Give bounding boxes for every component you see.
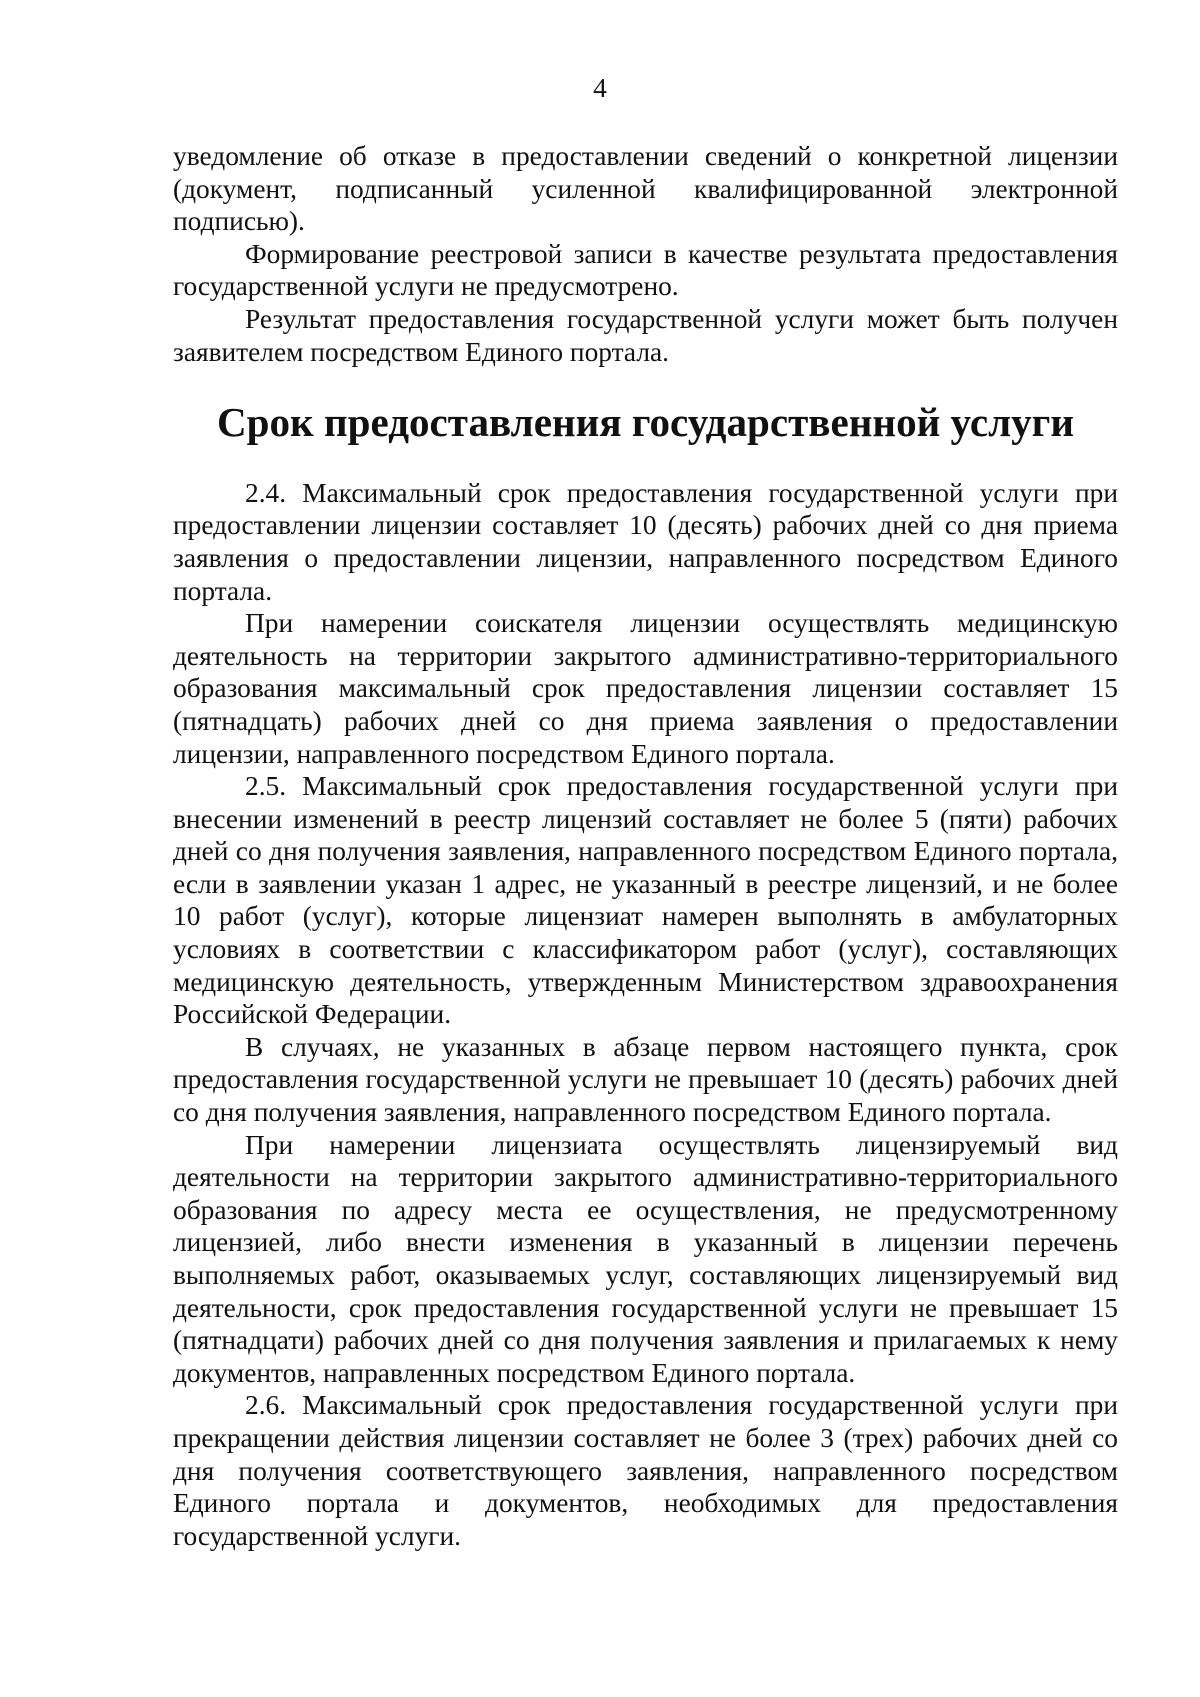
paragraph-registry-record: Формирование реестровой записи в качестве результата предоставления государственной услуги не предусмотрено. xyxy=(173,238,1118,302)
paragraph-2-4-closed-territory: При намерении соискателя лицензии осуществлять медицинскую деятельность на территории закрытого административно-территориального образования максимальный срок предоставления лицензии составляет 15 (пятнадцать) рабочих дней со дня приема заявления о предоставлении лицензии, направленного посредством Единого портала. xyxy=(173,608,1118,769)
paragraph-result-delivery: Результат предоставления государственной услуги может быть получен заявителем посредством Единого портала. xyxy=(173,303,1118,367)
paragraph-2-5-closed-territory: При намерении лицензиата осуществлять лицензируемый вид деятельности на территории закрытого административно-территориального образования по адресу места ее осуществления, не предусмотренному лицензией, либо внести изменения в указанный в лицензии перечень выполняемых работ, оказываемых услуг, составляющих лицензируемый вид деятельности, срок предоставления государственной услуги не превышает 15 (пятнадцати) рабочих дней со дня получения заявления и прилагаемых к нему документов, направленных посредством Единого портала. xyxy=(173,1129,1118,1388)
document-body xyxy=(173,140,1118,1552)
page-number: 4 xyxy=(593,73,607,103)
paragraph-2-6: 2.6. Максимальный срок предоставления государственной услуги при прекращении действия лицензии составляет не более 3 (трех) рабочих дней со дня получения соответствующего заявления, направленного посредством Единого портала и документов, необходимых для предоставления государственной услуги. xyxy=(173,1390,1118,1551)
paragraph-2-4: 2.4. Максимальный срок предоставления государственной услуги при предоставлении лицензии составляет 10 (десять) рабочих дней со дня приема заявления о предоставлении лицензии, направленного посредством Единого портала. xyxy=(173,477,1118,606)
paragraph-2-5: 2.5. Максимальный срок предоставления государственной услуги при внесении изменений в реестр лицензий составляет не более 5 (пяти) рабочих дней со дня получения заявления, направленного посредством Единого портала, если в заявлении указан 1 адрес, не указанный в реестре лицензий, и не более 10 работ (услуг), которые лицензиат намерен выполнять в амбулаторных условиях в соответствии с классификатором работ (услуг), составляющих медицинскую деятельность, утвержденным Министерством здравоохранения Российской Федерации. xyxy=(173,771,1118,1030)
paragraph-2-5-other-cases: В случаях, не указанных в абзаце первом настоящего пункта, срок предоставления государственной услуги не превышает 10 (десять) рабочих дней со дня получения заявления, направленного посредством Единого портала. xyxy=(173,1031,1118,1128)
paragraph-refusal-notice: уведомление об отказе в предоставлении сведений о конкретной лицензии (документ, подписанный усиленной квалифицированной электронной подписью). xyxy=(173,141,1118,237)
section-heading: Срок предоставления государственной услуги xyxy=(216,399,1075,446)
